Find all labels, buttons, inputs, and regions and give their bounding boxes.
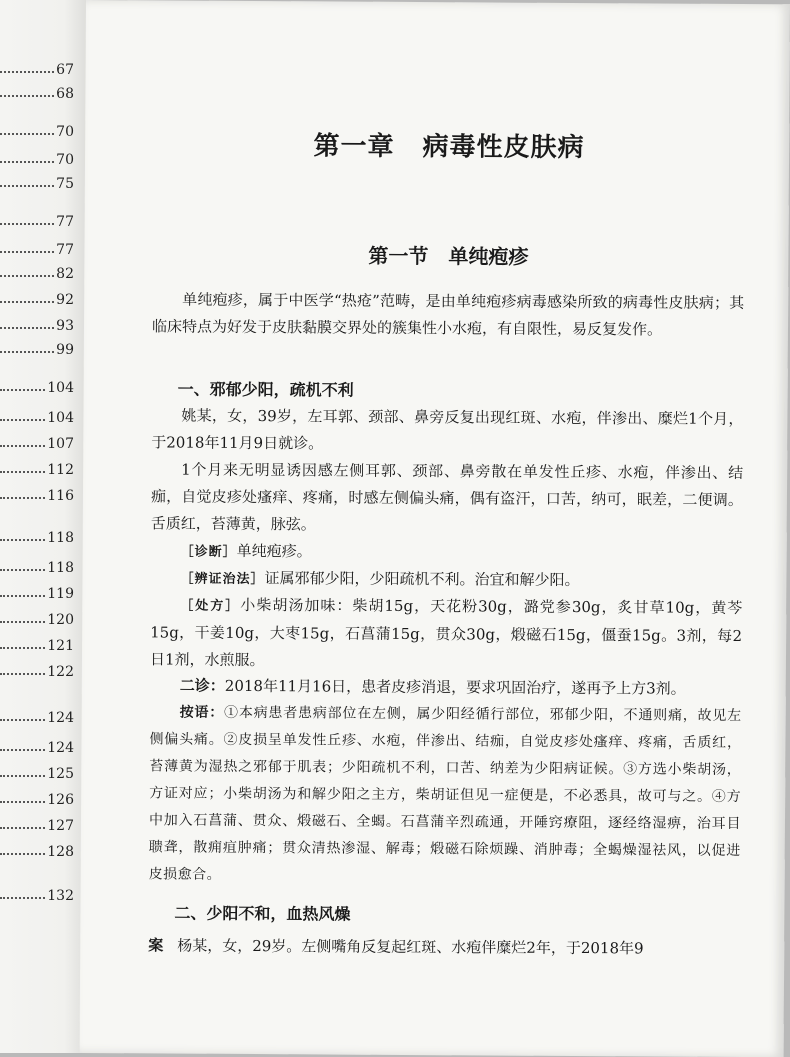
toc-entry: 70: [0, 120, 74, 140]
left-page-toc: [0, 0, 92, 1053]
toc-entry: 92: [0, 288, 74, 308]
toc-entry: 124: [0, 736, 74, 756]
toc-entry: 116: [0, 484, 74, 504]
toc-entry: 124: [0, 706, 74, 726]
second-visit-label: 二诊：: [179, 676, 225, 695]
commentary-label: 按语：: [179, 704, 225, 721]
intro-paragraph: 单纯疱疹，属于中医学“热疮”范畴，是由单纯疱疹病毒感染所致的病毒性皮肤病；其临床特点为好发于皮肤黏膜交界处的簇集性小水疱，有自限性，易反复发作。: [151, 290, 745, 339]
toc-entry: 126: [0, 788, 74, 808]
case1-patient-info: 姚某，女，39岁，左耳郭、颈部、鼻旁反复出现红斑、水疱，伴渗出、糜烂1个月，于2018年11月9日就诊。: [151, 406, 744, 453]
toc-entry: 118: [0, 556, 74, 576]
case1-diagnosis: ［诊断］单纯疱疹。: [180, 541, 312, 561]
case1-history: 1个月来无明显诱因感左侧耳郭、颈部、鼻旁散在单发性丘疹、水疱，伴渗出、结痂，自觉皮疹处瘙痒、疼痛，时感左侧偏头痛，偶有盗汗，口苦，纳可，眠差，二便调。舌质红，苔薄黄，脉弦。: [150, 460, 744, 534]
case1-bianzheng: ［辨证治法］证属邪郁少阳，少阳疏机不利。治宜和解少阳。: [180, 569, 580, 590]
bianzheng-label: ［辨证治法］: [180, 571, 265, 588]
toc-entry: 99: [0, 338, 74, 358]
toc-entry: 112: [0, 458, 74, 478]
toc-entry: 127: [0, 814, 74, 834]
prescription-label: ［处方］: [180, 598, 241, 614]
toc-entry: 82: [0, 262, 74, 282]
toc-entry: 75: [0, 172, 74, 192]
diagnosis-label: ［诊断］: [180, 544, 237, 560]
case1-second-visit: 二诊：2018年11月16日，患者皮疹消退，要求巩固治疗，遂再予上方3剂。: [179, 676, 686, 698]
toc-entry: 132: [0, 884, 74, 904]
right-page: [80, 0, 790, 1057]
toc-entry: 125: [0, 762, 74, 782]
page-content: [148, 0, 746, 958]
toc-entry: 104: [0, 376, 74, 396]
toc-entry: 119: [0, 582, 74, 602]
section-title: 第一节 单纯疱疹: [368, 243, 529, 269]
toc-entry: 77: [0, 238, 74, 258]
toc-entry: 77: [0, 210, 74, 230]
toc-entry: 118: [0, 526, 74, 546]
chapter-title: 第一章 病毒性皮肤病: [313, 131, 585, 164]
toc-entry: 120: [0, 608, 74, 628]
case1-commentary: 按语：①本病患者患病部位在左侧，属少阳经循行部位，邪郁少阳，不通则痛，故见左侧偏头痛。②皮损呈单发性丘疹、水疱，伴渗出、结痂，自觉皮疹处瘙痒、疼痛，舌质红，苔薄黄为湿热之邪郁于肌表；少阳疏机不利，口苦、纳差为少阳病证候。③方选小柴胡汤，方证对应；小柴胡汤为和解少阳之主方，柴胡证但见一症便是，不必悉具，故可与之。④方中加入石菖蒲、贯众、煅磁石、全蝎。石菖蒲辛烈疏通，开陲窍療阻，逐经络湿痹，治耳目聩聋，散痈疽肿痛；贯众清热渗湿、解毒；煅磁石除烦躁、消肿毒；全蝎燥湿祛风，以促进皮损愈合。: [148, 704, 742, 883]
toc-entry: 121: [0, 634, 74, 654]
toc-entry: 104: [0, 406, 74, 426]
toc-entry: 128: [0, 840, 74, 860]
toc-entry: 107: [0, 432, 74, 452]
case1-prescription: ［处方］小柴胡汤加味：柴胡15g，天花粉30g，潞党参30g，炙甘草10g，黄芩15g，干姜10g，大枣15g，石菖蒲15g，贯众30g，煅磁石15g，僵蚕15g。3剂，每2日1剂，水煎服。: [149, 595, 743, 670]
case2-patient-info: 案 杨某，女，29岁。左侧嘴角反复起红斑、水疱伴糜烂2年，于2018年9: [148, 936, 644, 958]
toc-entry: 93: [0, 314, 74, 334]
case1-heading: 一、邪郁少阳，疏机不利: [177, 379, 354, 400]
toc-entry: 122: [0, 660, 74, 680]
case-label: 案: [148, 936, 164, 955]
toc-entry: 70: [0, 148, 74, 168]
toc-entry: 67: [0, 58, 74, 78]
toc-entry: 68: [0, 82, 74, 102]
case2-heading: 二、少阳不和，血热风燥: [174, 903, 351, 924]
